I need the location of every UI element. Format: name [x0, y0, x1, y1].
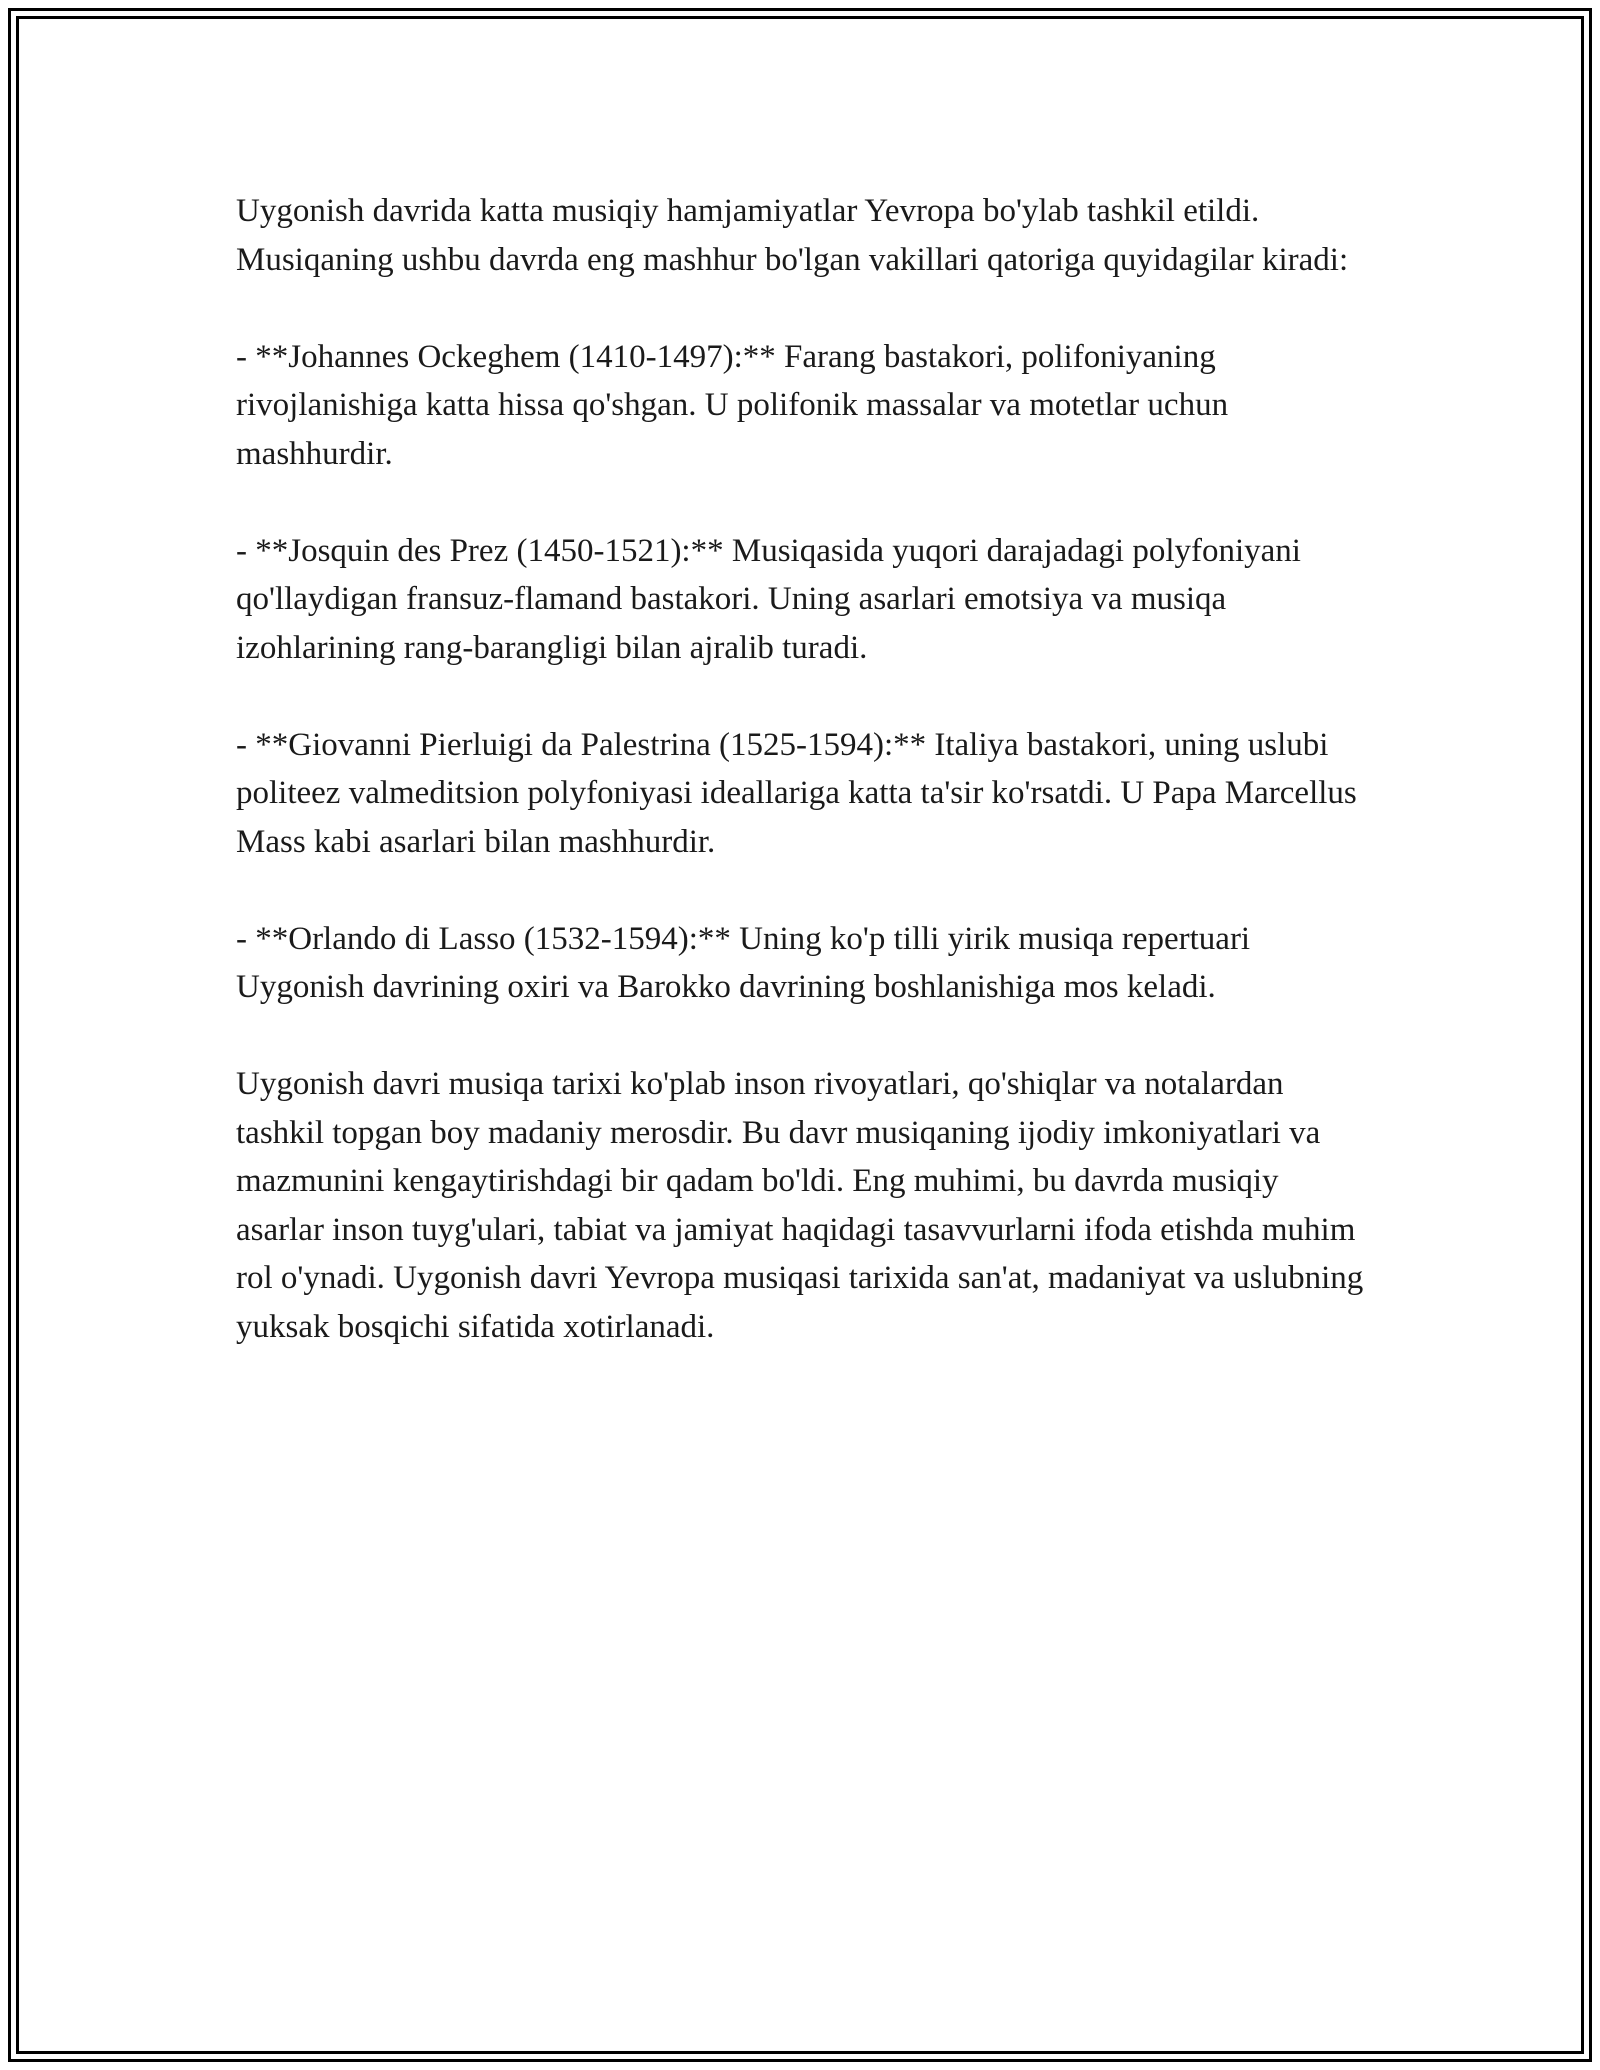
document-body: [236, 187, 1364, 1351]
conclusion-paragraph: Uygonish davri musiqa tarixi ko'plab inson rivoyatlari, qo'shiqlar va notalardan tashkil topgan boy madaniy merosdir. Bu davr musiqaning ijodiy imkoniyatlari va mazmunini kengaytirishdagi bir qadam bo'ldi. Eng muhimi, bu davrda musiqiy asarlar inson tuyg'ulari, tabiat va jamiyat haqidagi tasavvurlarni ifoda etishda muhim rol o'ynadi. Uygonish davri Yevropa musiqasi tarixida san'at, madaniyat va uslubning yuksak bosqichi sifatida xotirlanadi.: [236, 1066, 1364, 1345]
list-item-josquin: - **Josquin des Prez (1450-1521):** Musiqasida yuqori darajadagi polyfoniyani qo'llaydigan fransuz-flamand bastakori. Uning asarlari emotsiya va musiqa izohlarining rang-barangligi bilan ajralib turadi.: [236, 532, 1301, 666]
list-item-lasso: - **Orlando di Lasso (1532-1594):** Uning ko'p tilli yirik musiqa repertuari Uygonish davrining oxiri va Barokko davrining boshlanishiga mos keladi.: [236, 920, 1251, 1005]
intro-paragraph: Uygonish davrida katta musiqiy hamjamiyatlar Yevropa bo'ylab tashkil etildi. Musiqaning ushbu davrda eng mashhur bo'lgan vakillari qatoriga quyidagilar kiradi:: [236, 193, 1349, 278]
list-item-ockeghem: - **Johannes Ockeghem (1410-1497):** Farang bastakori, polifoniyaning rivojlanishiga katta hissa qo'shgan. U polifonik massalar va motetlar uchun mashhurdir.: [236, 338, 1229, 472]
list-item-palestrina: - **Giovanni Pierluigi da Palestrina (1525-1594):** Italiya bastakori, uning uslubi politeez valmeditsion polyfoniyasi ideallariga katta ta'sir ko'rsatdi. U Papa Marcellus Mass kabi asarlari bilan mashhurdir.: [236, 726, 1357, 860]
